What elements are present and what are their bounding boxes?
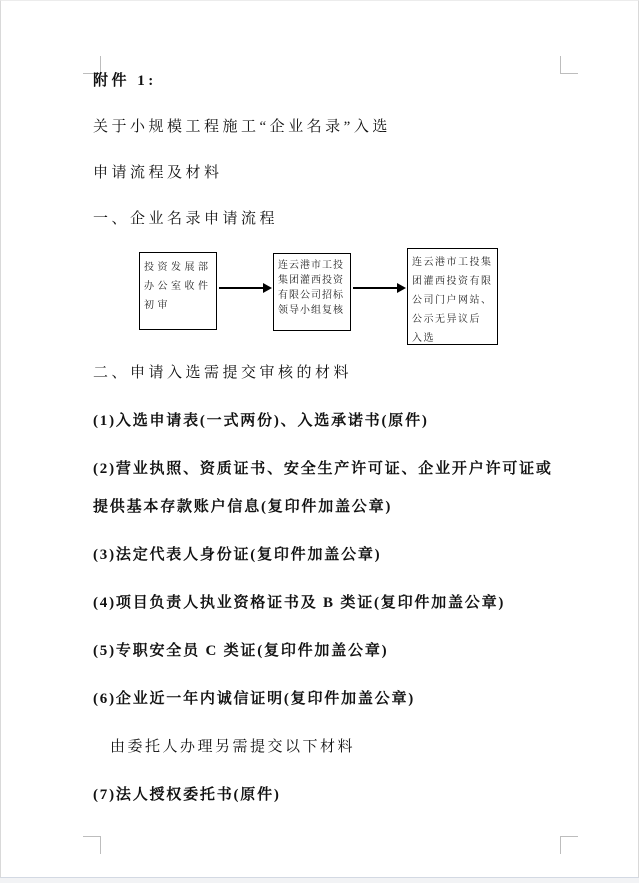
- flowchart-step-2-line: 领导小组复核: [278, 305, 344, 316]
- crop-mark-bottom-right-icon: [560, 836, 578, 854]
- flow-arrow-icon: [353, 287, 397, 289]
- flowchart-step-1-line: 投资发展部: [144, 262, 212, 273]
- crop-mark-bottom-left-icon: [83, 836, 101, 854]
- section-2-heading: 二、申请入选需提交审核的材料: [93, 365, 353, 381]
- flowchart-step-2-line: 有限公司招标: [278, 290, 344, 301]
- flowchart-step-1: [139, 252, 217, 330]
- flowchart-step-1-line: 初审: [144, 300, 171, 311]
- flowchart-step-3: [407, 248, 498, 345]
- attachment-label: 附件 1:: [93, 73, 157, 89]
- section-1-heading: 一、企业名录申请流程: [93, 211, 279, 227]
- material-item-4: (4)项目负责人执业资格证书及 B 类证(复印件加盖公章): [93, 595, 506, 611]
- material-item-7: (7)法人授权委托书(原件): [93, 787, 281, 803]
- flowchart-step-2: [273, 253, 351, 331]
- agent-note: 由委托人办理另需提交以下材料: [110, 739, 356, 755]
- flow-arrow-icon: [219, 287, 263, 289]
- flowchart-step-3-line: 连云港市工投集: [412, 257, 493, 268]
- material-item-5: (5)专职安全员 C 类证(复印件加盖公章): [93, 643, 389, 659]
- flowchart-step-2-line: 连云港市工投: [278, 260, 344, 271]
- application-flowchart: [93, 246, 560, 346]
- document-title-line-2: 申请流程及材料: [93, 165, 223, 181]
- material-item-3: (3)法定代表人身份证(复印件加盖公章): [93, 547, 382, 563]
- material-item-2: (2)营业执照、资质证书、安全生产许可证、企业开户许可证或提供基本存款账户信息(复印件加盖公章): [93, 461, 553, 515]
- flowchart-step-3-line: 公司门户网站、: [412, 295, 493, 306]
- flowchart-step-2-line: 集团灌西投资: [278, 275, 344, 286]
- material-item-6: (6)企业近一年内诚信证明(复印件加盖公章): [93, 691, 416, 707]
- document-title-line-1: 关于小规模工程施工“企业名录”入选: [93, 119, 391, 135]
- crop-mark-top-right-icon: [560, 56, 578, 74]
- flowchart-step-3-line: 公示无异议后: [412, 314, 481, 325]
- flowchart-step-1-line: 办公室收件: [144, 281, 212, 292]
- material-item-1: (1)入选申请表(一式两份)、入选承诺书(原件): [93, 413, 429, 429]
- document-body: [93, 62, 560, 824]
- flowchart-step-3-line: 入选: [412, 333, 435, 344]
- flowchart-step-3-line: 团灌西投资有限: [412, 276, 493, 287]
